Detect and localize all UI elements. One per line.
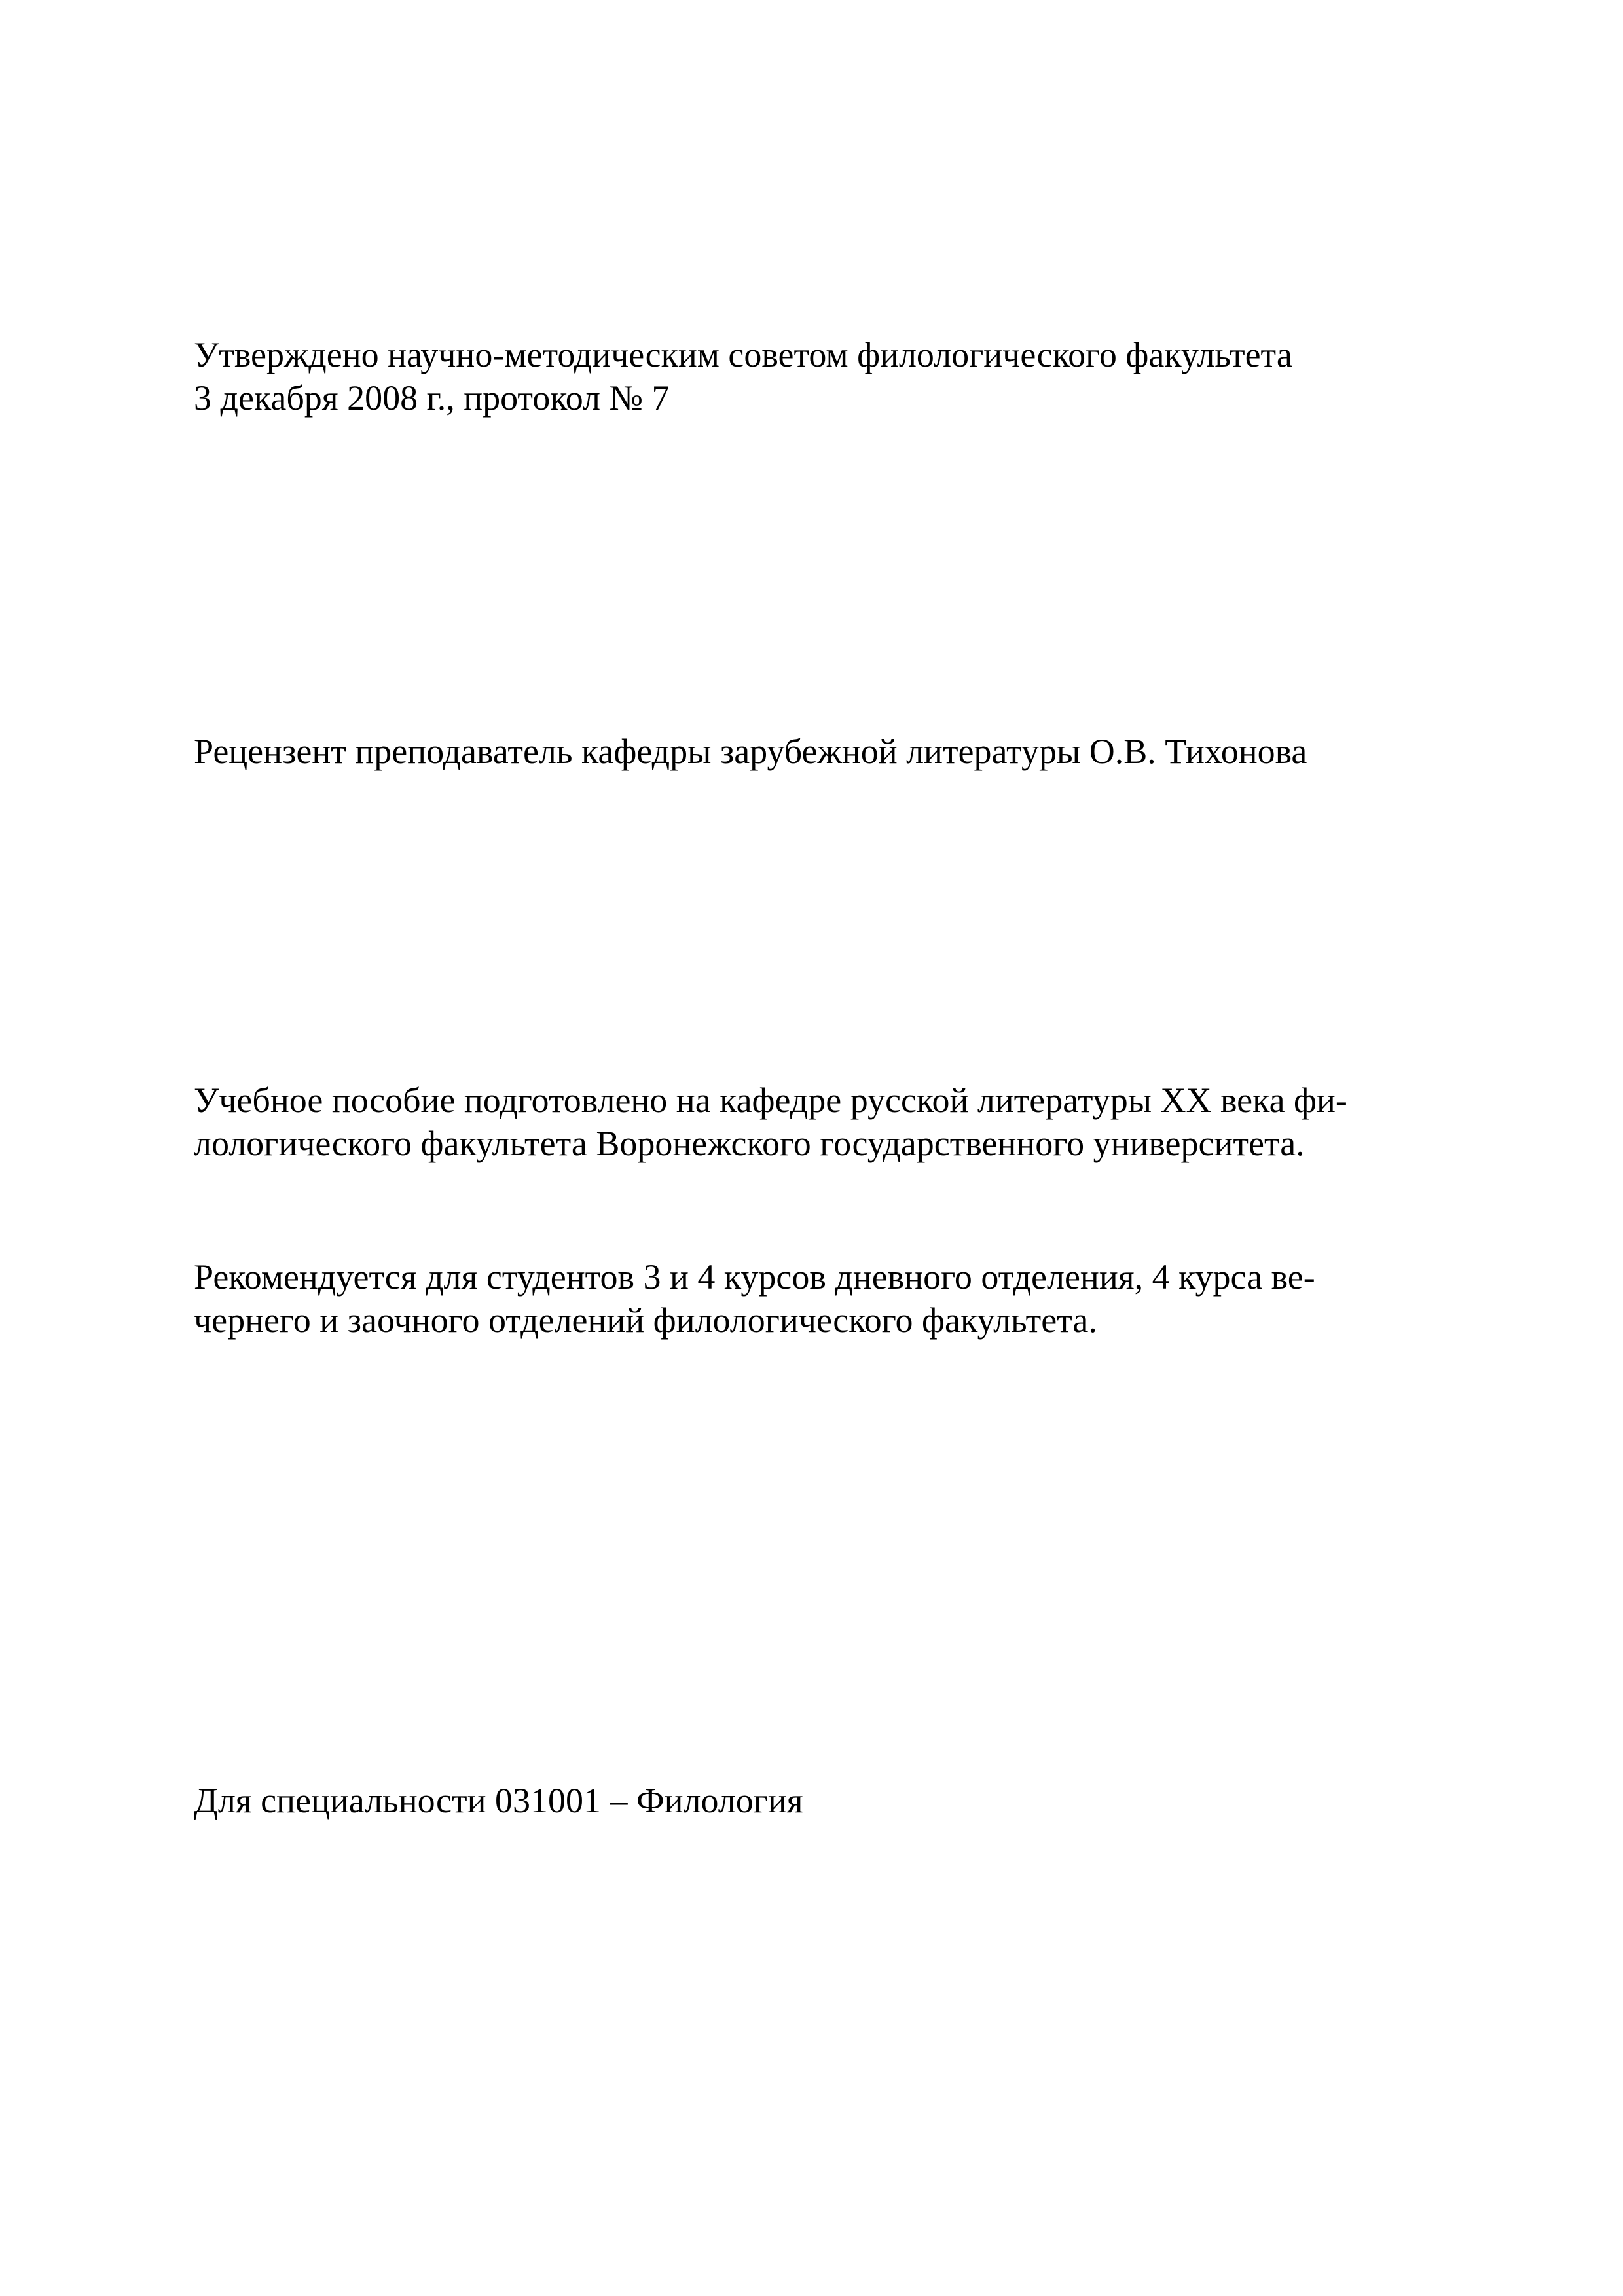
approval-word: факультета xyxy=(1125,335,1292,374)
recommended-line-2: чернего и заочного отделений филологического факультета. xyxy=(194,1300,1097,1340)
prepared-line-2: лологического факультета Воронежского государственного университета. xyxy=(194,1124,1305,1163)
approval-word: советом xyxy=(728,335,848,374)
specialty-paragraph xyxy=(194,1779,1430,1822)
reviewer-paragraph xyxy=(194,730,1430,773)
specialty-text: Для специальности 031001 – Филология xyxy=(194,1781,803,1820)
recommended-line-1: Рекомендуется для студентов 3 и 4 курсов дневного отделения, 4 курса ве- xyxy=(194,1257,1315,1297)
approval-line-2: 3 декабря 2008 г., протокол № 7 xyxy=(194,378,670,418)
approval-paragraph xyxy=(194,333,1430,420)
recommended-paragraph xyxy=(194,1255,1430,1342)
approval-line-1 xyxy=(194,333,1430,376)
prepared-paragraph xyxy=(194,1079,1430,1165)
reviewer-text: Рецензент преподаватель кафедры зарубежной литературы О.В. Тихонова xyxy=(194,732,1307,771)
approval-word: научно-методическим xyxy=(388,335,720,374)
approval-word: Утверждено xyxy=(194,335,379,374)
prepared-line-1: Учебное пособие подготовлено на кафедре русской литературы XX века фи- xyxy=(194,1081,1347,1120)
approval-word: филологического xyxy=(857,335,1117,374)
